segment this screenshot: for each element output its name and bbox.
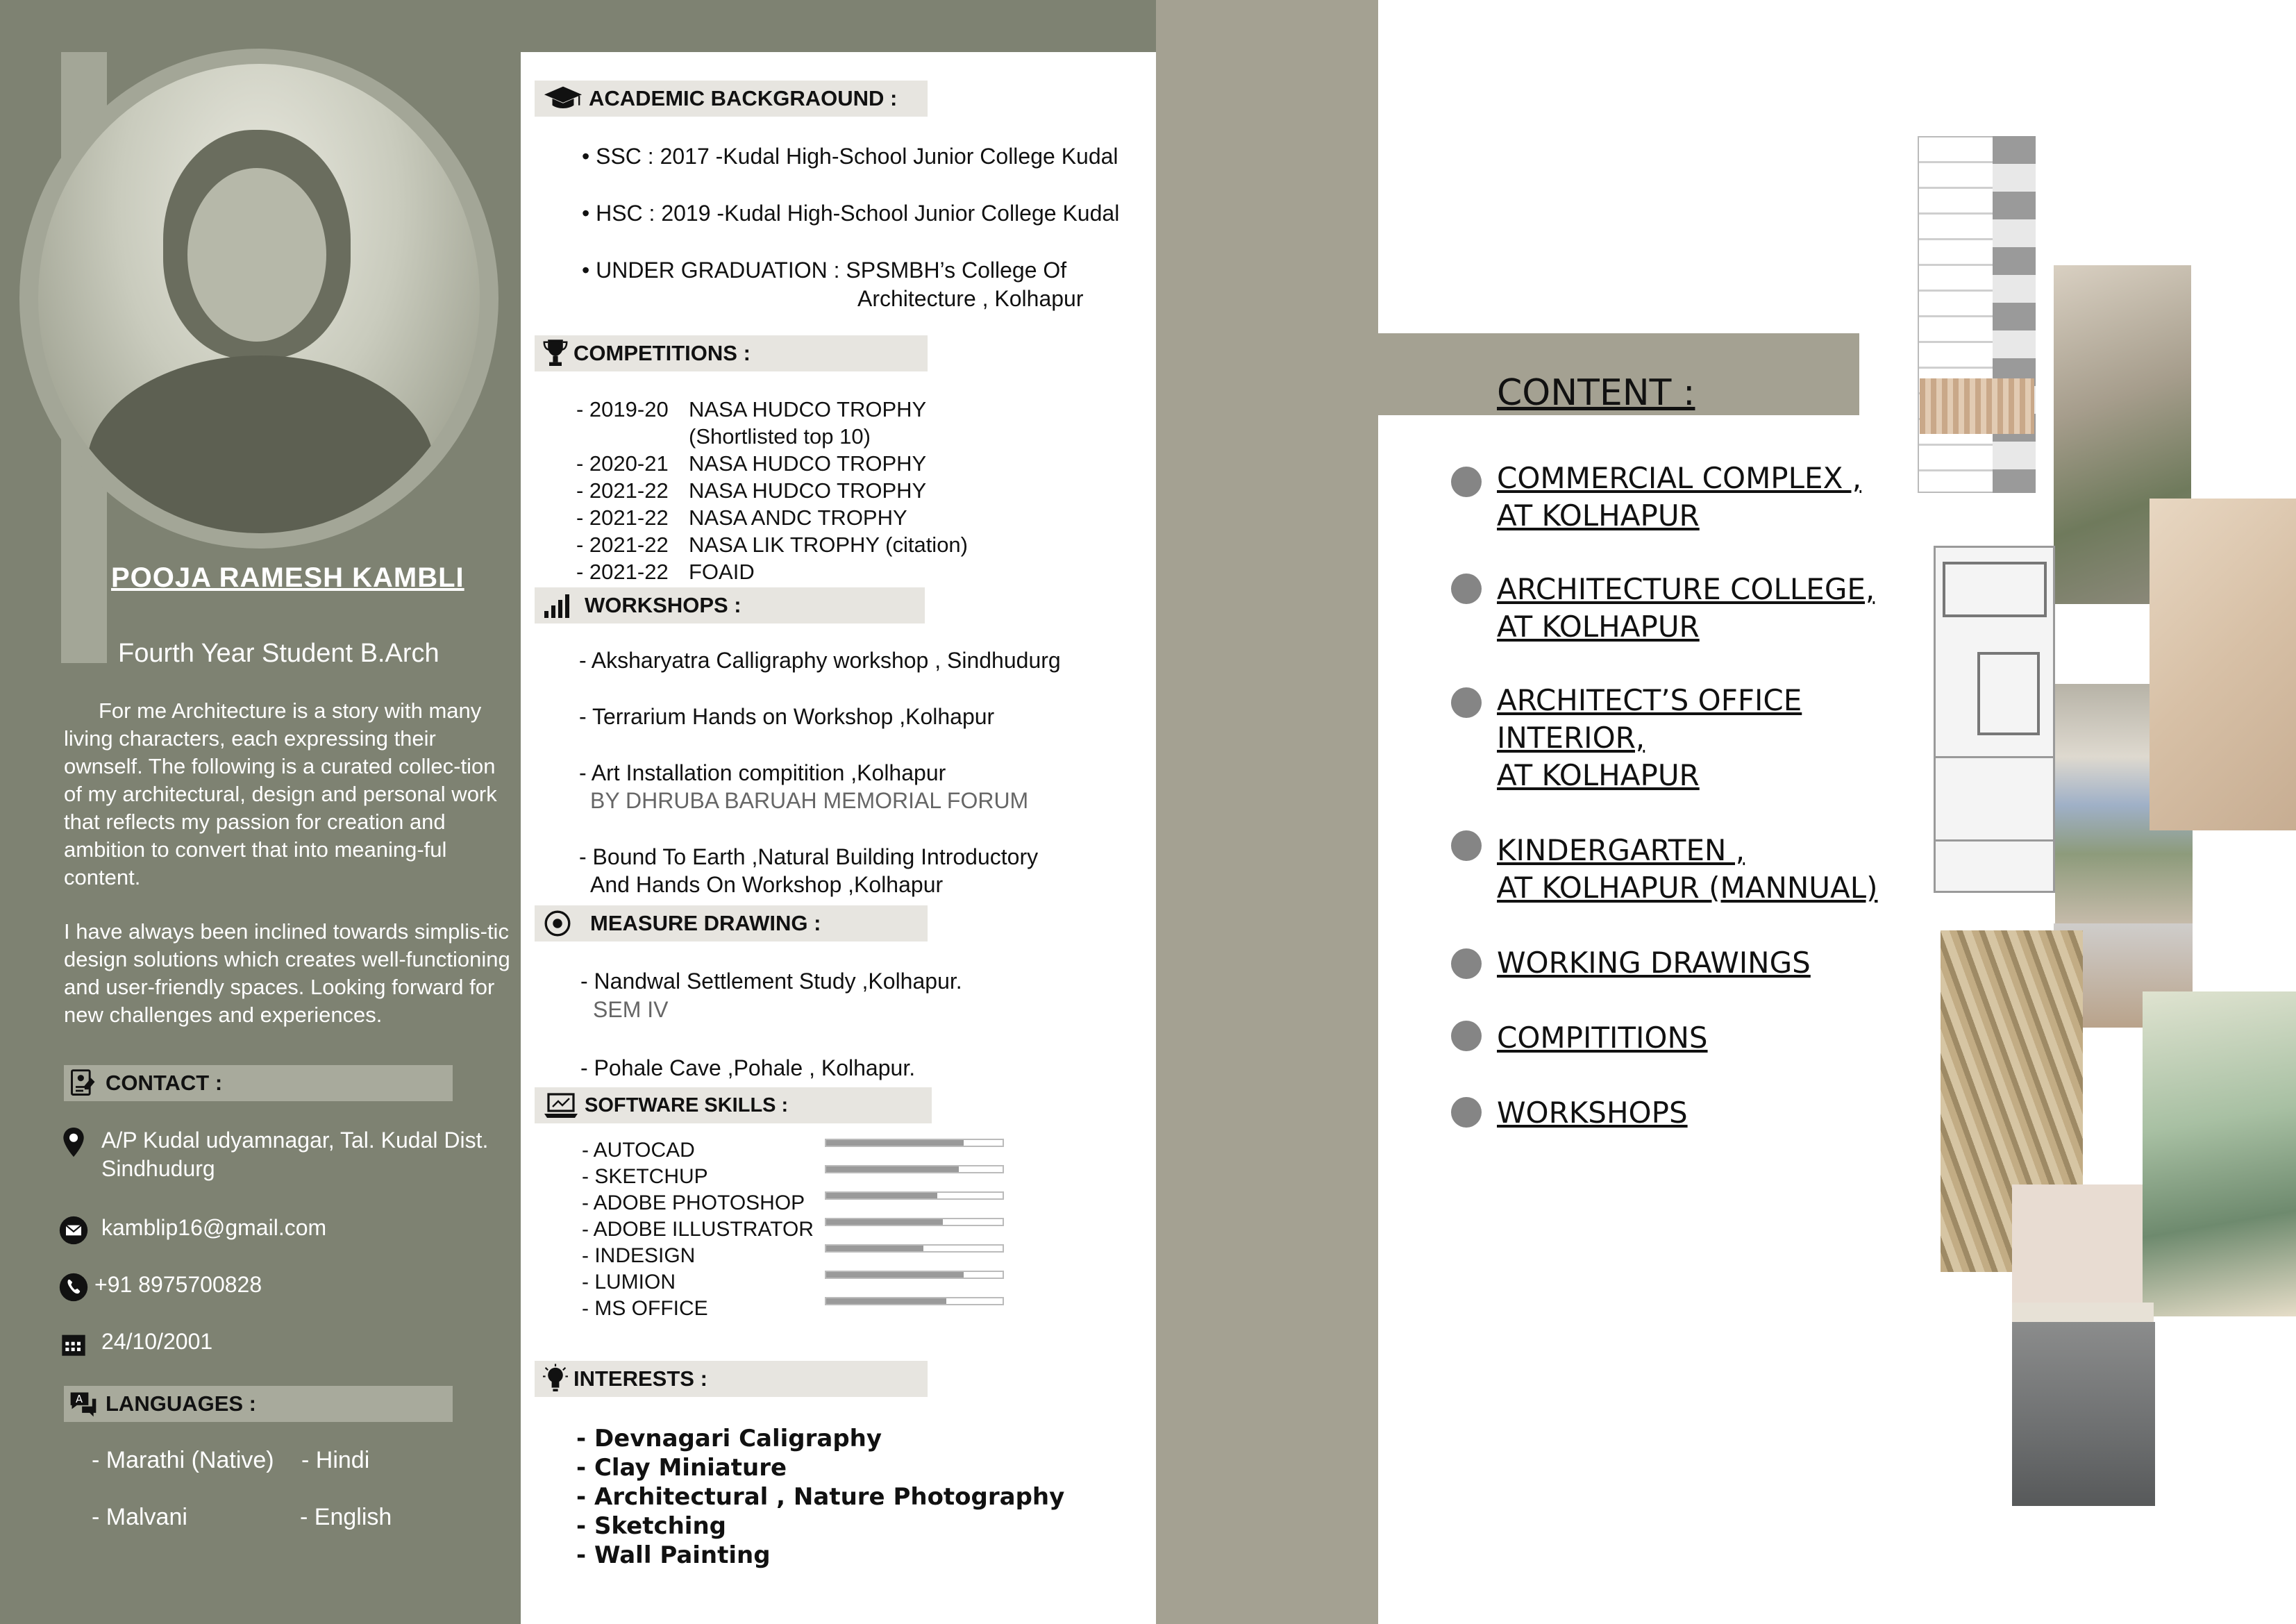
competition-row: - 2019-20 NASA HUDCO TROPHY	[576, 397, 927, 421]
interest-item: - Sketching	[576, 1512, 727, 1540]
interest-item: - Clay Miniature	[576, 1454, 787, 1482]
graduation-cap-icon	[543, 85, 583, 112]
workshop-item-4: - Bound To Earth ,Natural Building Introductory	[579, 844, 1039, 869]
collage-illustration	[2143, 991, 2296, 1316]
competitions-heading-bar	[535, 335, 928, 371]
toc-bullet-icon	[1451, 1021, 1482, 1051]
skill-level-bar	[825, 1139, 1004, 1147]
academic-hsc: • HSC : 2019 -Kudal High-School Junior College Kudal	[582, 201, 1120, 226]
software-skill-photoshop: - ADOBE PHOTOSHOP	[582, 1191, 805, 1214]
academic-ug: • UNDER GRADUATION : SPSMBH’s College Of	[582, 258, 1067, 283]
competition-row: - 2021-22 NASA HUDCO TROPHY	[576, 478, 927, 503]
address-line-2: Sindhudurg	[101, 1156, 215, 1181]
phone-icon	[58, 1272, 89, 1303]
toc-bullet-icon	[1451, 574, 1482, 604]
software-heading: SOFTWARE SKILLS :	[585, 1094, 789, 1116]
email-value[interactable]: kamblip16@gmail.com	[101, 1215, 327, 1240]
top-strip	[521, 0, 1156, 52]
software-skill-msoffice: - MS OFFICE	[582, 1297, 708, 1320]
calendar-icon	[60, 1330, 87, 1358]
measure-drawing-heading-bar	[535, 905, 928, 941]
language-hindi: - Hindi	[301, 1447, 370, 1473]
skill-level-bar	[825, 1191, 1004, 1200]
toc-item-architects-office[interactable]: ARCHITECT’S OFFICE INTERIOR, AT KOLHAPUR	[1497, 683, 1802, 792]
toc-item-workshops[interactable]: WORKSHOPS	[1497, 1096, 1688, 1130]
workshops-heading-bar	[535, 587, 925, 623]
profile-subtitle: Fourth Year Student B.Arch	[118, 639, 439, 668]
profile-name: POOJA RAMESH KAMBLI	[111, 562, 464, 593]
workshop-item-3-sub: BY DHRUBA BARUAH MEMORIAL FORUM	[590, 788, 1029, 813]
toc-item-compititions[interactable]: COMPITITIONS	[1497, 1021, 1708, 1055]
competition-row: - 2021-22 NASA ANDC TROPHY	[576, 505, 907, 530]
languages-heading: LANGUAGES :	[106, 1391, 256, 1416]
target-icon	[543, 909, 572, 938]
competition-row: (Shortlisted top 10)	[689, 424, 871, 449]
toc-bullet-icon	[1451, 1097, 1482, 1128]
toc-bullet-icon	[1451, 948, 1482, 979]
academic-heading-bar	[535, 81, 928, 117]
interest-item: - Wall Painting	[576, 1541, 771, 1569]
skill-level-bar	[825, 1271, 1004, 1279]
academic-ug-line2: Architecture , Kolhapur	[857, 286, 1084, 311]
toc-bullet-icon	[1451, 687, 1482, 718]
toc-item-kindergarten[interactable]: KINDERGARTEN , AT KOLHAPUR (MANNUAL)	[1497, 833, 1878, 905]
language-english: - English	[300, 1504, 392, 1530]
measure-item-1: - Nandwal Settlement Study ,Kolhapur.	[580, 969, 962, 994]
software-skill-sketchup: - SKETCHUP	[582, 1165, 708, 1188]
workshop-item-1: - Aksharyatra Calligraphy workshop , Sindhudurg	[579, 648, 1061, 673]
software-skill-indesign: - INDESIGN	[582, 1244, 696, 1267]
academic-heading: ACADEMIC BACKGRAOUND :	[589, 86, 898, 110]
workshops-heading: WORKSHOPS :	[585, 593, 741, 617]
address-line-1: A/P Kudal udyamnagar, Tal. Kudal Dist.	[101, 1128, 489, 1153]
software-skill-autocad: - AUTOCAD	[582, 1139, 695, 1162]
interest-item: - Devnagari Caligraphy	[576, 1425, 882, 1453]
interests-heading: INTERESTS :	[573, 1366, 707, 1391]
contact-card-icon	[68, 1068, 99, 1098]
toc-item-commercial-complex[interactable]: COMMERCIAL COMPLEX , AT KOLHAPUR	[1497, 461, 1862, 533]
measure-item-1-sub: SEM IV	[593, 997, 669, 1022]
collage-elevation-detail	[1993, 136, 2036, 493]
skill-level-bar	[825, 1218, 1004, 1226]
academic-ssc: • SSC : 2017 -Kudal High-School Junior College Kudal	[582, 144, 1118, 169]
measure-drawing-heading: MEASURE DRAWING :	[590, 911, 821, 935]
software-skill-illustrator: - ADOBE ILLUSTRATOR	[582, 1218, 814, 1241]
bio-paragraph-1: For me Architecture is a story with many living characters, each expressing their ownself. The following is a curated collec-tion of my architectural, design and personal work that reflects my passion for creation and ambition to convert that into meaning-ful content.	[64, 698, 497, 889]
bar-chart-icon	[543, 592, 571, 619]
competitions-heading: COMPETITIONS :	[573, 341, 751, 365]
language-marathi: - Marathi (Native)	[92, 1447, 274, 1473]
location-pin-icon	[58, 1126, 89, 1160]
contact-heading-bar	[64, 1065, 453, 1101]
languages-heading-bar	[64, 1386, 453, 1422]
measure-item-2: - Pohale Cave ,Pohale , Kolhapur.	[580, 1055, 916, 1080]
skill-level-bar	[825, 1297, 1004, 1305]
toc-bullet-icon	[1451, 830, 1482, 861]
profile-bio	[64, 697, 515, 1029]
interests-heading-bar	[535, 1361, 928, 1397]
profile-photo	[38, 64, 480, 533]
competition-row: - 2021-22 FOAID	[576, 560, 755, 584]
trophy-icon	[543, 338, 568, 369]
phone-row	[57, 1271, 262, 1304]
collage-terrarium-photo	[2012, 1322, 2155, 1506]
toc-item-working-drawings[interactable]: WORKING DRAWINGS	[1497, 946, 1811, 980]
software-skill-lumion: - LUMION	[582, 1271, 676, 1294]
svg-text:A: A	[76, 1393, 83, 1406]
lightbulb-icon	[543, 1364, 568, 1394]
collage-floor-plan	[1934, 546, 2055, 893]
phone-value[interactable]: +91 8975700828	[94, 1272, 262, 1297]
dob-row	[57, 1328, 212, 1361]
collage-timber-panel	[1920, 378, 2034, 434]
address-row	[57, 1126, 488, 1183]
toc-bullet-icon	[1451, 467, 1482, 497]
language-malvani: - Malvani	[92, 1504, 187, 1530]
workshop-item-2: - Terrarium Hands on Workshop ,Kolhapur	[579, 704, 995, 729]
skill-level-bar	[825, 1165, 1004, 1173]
laptop-icon	[543, 1091, 579, 1119]
interest-item: - Architectural , Nature Photography	[576, 1483, 1065, 1511]
content-heading: CONTENT :	[1497, 372, 1695, 414]
contact-heading: CONTACT :	[106, 1071, 223, 1095]
divider-strip	[1156, 0, 1378, 1624]
toc-item-architecture-college[interactable]: ARCHITECTURE COLLEGE, AT KOLHAPUR	[1497, 572, 1875, 644]
email-icon	[58, 1215, 89, 1246]
competition-row: - 2021-22 NASA LIK TROPHY (citation)	[576, 533, 969, 557]
competition-row: - 2020-21 NASA HUDCO TROPHY	[576, 451, 927, 476]
bio-paragraph-2: I have always been inclined towards simplis-tic design solutions which creates well-functioning and user-friendly spaces. Looking forward for new challenges and experiences.	[64, 919, 510, 1027]
collage-calligraphy	[2012, 1184, 2143, 1303]
collage-sketch-plan	[2150, 499, 2296, 830]
skill-level-bar	[825, 1244, 1004, 1253]
workshop-item-3: - Art Installation compitition ,Kolhapur	[579, 760, 946, 785]
workshop-item-4-sub: And Hands On Workshop ,Kolhapur	[590, 872, 944, 897]
language-chat-icon	[68, 1389, 99, 1419]
dob-value: 24/10/2001	[101, 1329, 213, 1354]
software-heading-bar	[535, 1087, 932, 1123]
email-row	[57, 1214, 326, 1247]
